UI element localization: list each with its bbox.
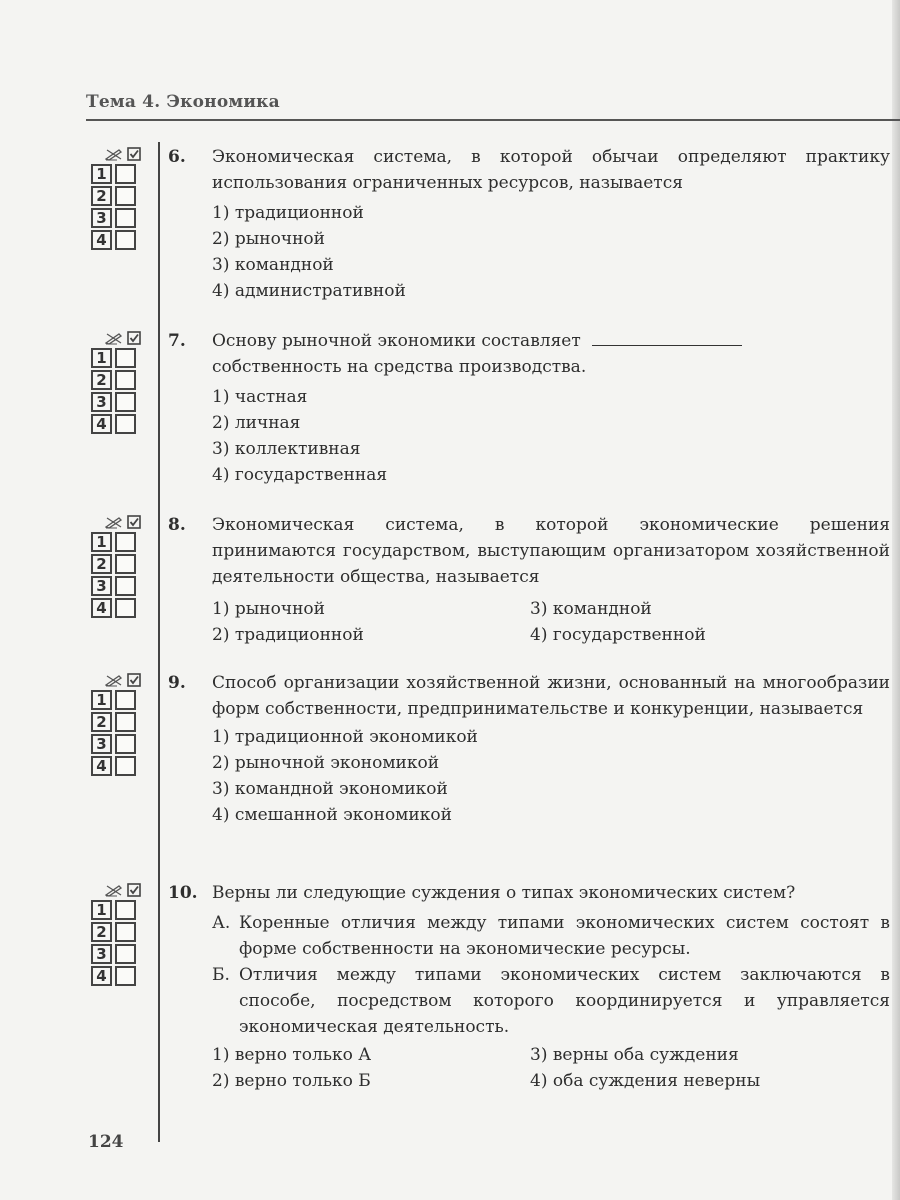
option[interactable]: 4) оба суждения неверны — [530, 1071, 761, 1091]
answer-number: 4 — [91, 414, 112, 434]
question-text — [212, 328, 890, 380]
question-text-before-blank: Основу рыночной экономики составляет — [212, 331, 581, 351]
option[interactable]: 4) государственная — [212, 465, 388, 485]
option[interactable]: 4) административной — [212, 281, 406, 301]
question-8 — [168, 512, 890, 648]
pen-cross-icon — [105, 147, 123, 161]
answer-row — [91, 392, 147, 412]
answer-row — [91, 208, 147, 228]
answer-grid-q10 — [91, 882, 147, 986]
answer-row — [91, 554, 147, 574]
question-9 — [168, 670, 890, 828]
statement-label: А. — [212, 913, 231, 933]
answer-checkbox[interactable] — [115, 966, 136, 986]
answer-checkbox[interactable] — [115, 900, 136, 920]
question-text: Экономическая система, в которой обычаи определяют практику использования ограниченных ресурсов, называется — [212, 147, 890, 193]
answer-grid-header — [91, 514, 147, 530]
checkbox-checked-icon — [127, 883, 141, 897]
answer-checkbox[interactable] — [115, 164, 136, 184]
option[interactable]: 2) личная — [212, 413, 301, 433]
question-6 — [168, 144, 890, 304]
pen-cross-icon — [105, 883, 123, 897]
answer-row — [91, 944, 147, 964]
answer-number: 2 — [91, 922, 112, 942]
answer-row — [91, 230, 147, 250]
answer-row — [91, 576, 147, 596]
statement-b — [212, 962, 890, 1040]
answer-number: 4 — [91, 756, 112, 776]
answer-checkbox[interactable] — [115, 922, 136, 942]
question-text: Верны ли следующие суждения о типах экономических систем? — [212, 883, 796, 903]
answer-checkbox[interactable] — [115, 712, 136, 732]
page-number: 124 — [88, 1132, 124, 1152]
question-7 — [168, 328, 890, 488]
statement-a — [212, 910, 890, 962]
answer-number: 1 — [91, 348, 112, 368]
options-list — [212, 596, 890, 648]
answer-row — [91, 690, 147, 710]
answer-grid-q7 — [91, 330, 147, 434]
answer-checkbox[interactable] — [115, 690, 136, 710]
question-number: 8. — [168, 515, 186, 535]
answer-number: 3 — [91, 944, 112, 964]
option[interactable]: 3) верны оба суждения — [530, 1045, 739, 1065]
options-list — [212, 384, 890, 488]
option[interactable]: 2) рыночной — [212, 229, 325, 249]
option[interactable]: 4) смешанной экономикой — [212, 805, 452, 825]
answer-row — [91, 756, 147, 776]
options-list — [212, 1042, 890, 1094]
checkbox-checked-icon — [127, 147, 141, 161]
answer-row — [91, 900, 147, 920]
answer-row — [91, 414, 147, 434]
answer-checkbox[interactable] — [115, 576, 136, 596]
answer-number: 1 — [91, 164, 112, 184]
answer-grid-header — [91, 146, 147, 162]
answer-row — [91, 734, 147, 754]
answer-number: 1 — [91, 690, 112, 710]
answer-number: 2 — [91, 186, 112, 206]
option[interactable]: 3) командной — [530, 599, 652, 619]
answer-row — [91, 966, 147, 986]
answer-number: 3 — [91, 392, 112, 412]
option[interactable]: 3) коллективная — [212, 439, 361, 459]
answer-row — [91, 370, 147, 390]
answer-checkbox[interactable] — [115, 392, 136, 412]
answer-number: 1 — [91, 900, 112, 920]
question-text: Способ организации хозяйственной жизни, основанный на многообразии форм собственности, предпринимательстве и конкуренции, называется — [212, 673, 890, 719]
statement-label: Б. — [212, 965, 230, 985]
option[interactable]: 4) государственной — [530, 625, 706, 645]
answer-row — [91, 348, 147, 368]
answer-checkbox[interactable] — [115, 734, 136, 754]
checkbox-checked-icon — [127, 673, 141, 687]
answer-row — [91, 164, 147, 184]
answer-grid-header — [91, 672, 147, 688]
options-list — [212, 200, 890, 304]
answer-row — [91, 712, 147, 732]
answer-number: 4 — [91, 230, 112, 250]
answer-row — [91, 922, 147, 942]
answer-checkbox[interactable] — [115, 756, 136, 776]
answer-checkbox[interactable] — [115, 208, 136, 228]
question-number: 7. — [168, 331, 186, 351]
answer-checkbox[interactable] — [115, 370, 136, 390]
option[interactable]: 1) рыночной — [212, 599, 325, 619]
checkbox-checked-icon — [127, 331, 141, 345]
answer-grid-header — [91, 330, 147, 346]
answer-grid-q8 — [91, 514, 147, 618]
pen-cross-icon — [105, 331, 123, 345]
pen-cross-icon — [105, 515, 123, 529]
pen-cross-icon — [105, 673, 123, 687]
answer-number: 4 — [91, 598, 112, 618]
fill-in-blank — [592, 331, 742, 346]
header-title: Тема 4. Экономика — [86, 92, 280, 112]
options-list — [212, 724, 890, 828]
question-text: Экономическая система, в которой экономические решения принимаются государством, выступающим организатором хозяйственной деятельности общества, называется — [212, 515, 890, 587]
option[interactable]: 1) частная — [212, 387, 308, 407]
answer-checkbox[interactable] — [115, 230, 136, 250]
answer-row — [91, 186, 147, 206]
answer-checkbox[interactable] — [115, 414, 136, 434]
option[interactable]: 3) командной — [212, 255, 334, 275]
answer-number: 2 — [91, 554, 112, 574]
option[interactable]: 2) верно только Б — [212, 1071, 371, 1091]
question-text-after-blank: собственность на средства производства. — [212, 357, 587, 377]
answer-grid-q9 — [91, 672, 147, 776]
question-number: 10. — [168, 883, 198, 903]
question-number: 6. — [168, 147, 186, 167]
question-number: 9. — [168, 673, 186, 693]
answer-checkbox[interactable] — [115, 532, 136, 552]
answer-checkbox[interactable] — [115, 348, 136, 368]
answer-number: 2 — [91, 712, 112, 732]
option[interactable]: 3) командной экономикой — [212, 779, 448, 799]
column-divider — [158, 142, 160, 1142]
answer-row — [91, 598, 147, 618]
option[interactable]: 1) традиционной — [212, 203, 364, 223]
answer-checkbox[interactable] — [115, 944, 136, 964]
answer-number: 1 — [91, 532, 112, 552]
page-header — [86, 92, 900, 112]
option[interactable]: 1) верно только А — [212, 1045, 372, 1065]
checkbox-checked-icon — [127, 515, 141, 529]
answer-checkbox[interactable] — [115, 554, 136, 574]
answer-checkbox[interactable] — [115, 598, 136, 618]
option[interactable]: 2) традиционной — [212, 625, 364, 645]
answer-grid-q6 — [91, 146, 147, 250]
answer-grid-header — [91, 882, 147, 898]
page-edge — [892, 0, 900, 1200]
answer-number: 3 — [91, 208, 112, 228]
answer-row — [91, 532, 147, 552]
header-rule — [86, 119, 900, 121]
statement-text: Коренные отличия между типами экономических систем состоят в форме собственности на экономические ресурсы. — [239, 913, 890, 959]
statement-text: Отличия между типами экономических систем заключаются в способе, посредством которого координируется и управляется экономическая деятельность. — [239, 965, 890, 1037]
question-10 — [168, 880, 890, 1094]
option[interactable]: 2) рыночной экономикой — [212, 753, 440, 773]
answer-number: 2 — [91, 370, 112, 390]
answer-number: 4 — [91, 966, 112, 986]
answer-checkbox[interactable] — [115, 186, 136, 206]
answer-number: 3 — [91, 576, 112, 596]
answer-number: 3 — [91, 734, 112, 754]
option[interactable]: 1) традиционной экономикой — [212, 727, 478, 747]
